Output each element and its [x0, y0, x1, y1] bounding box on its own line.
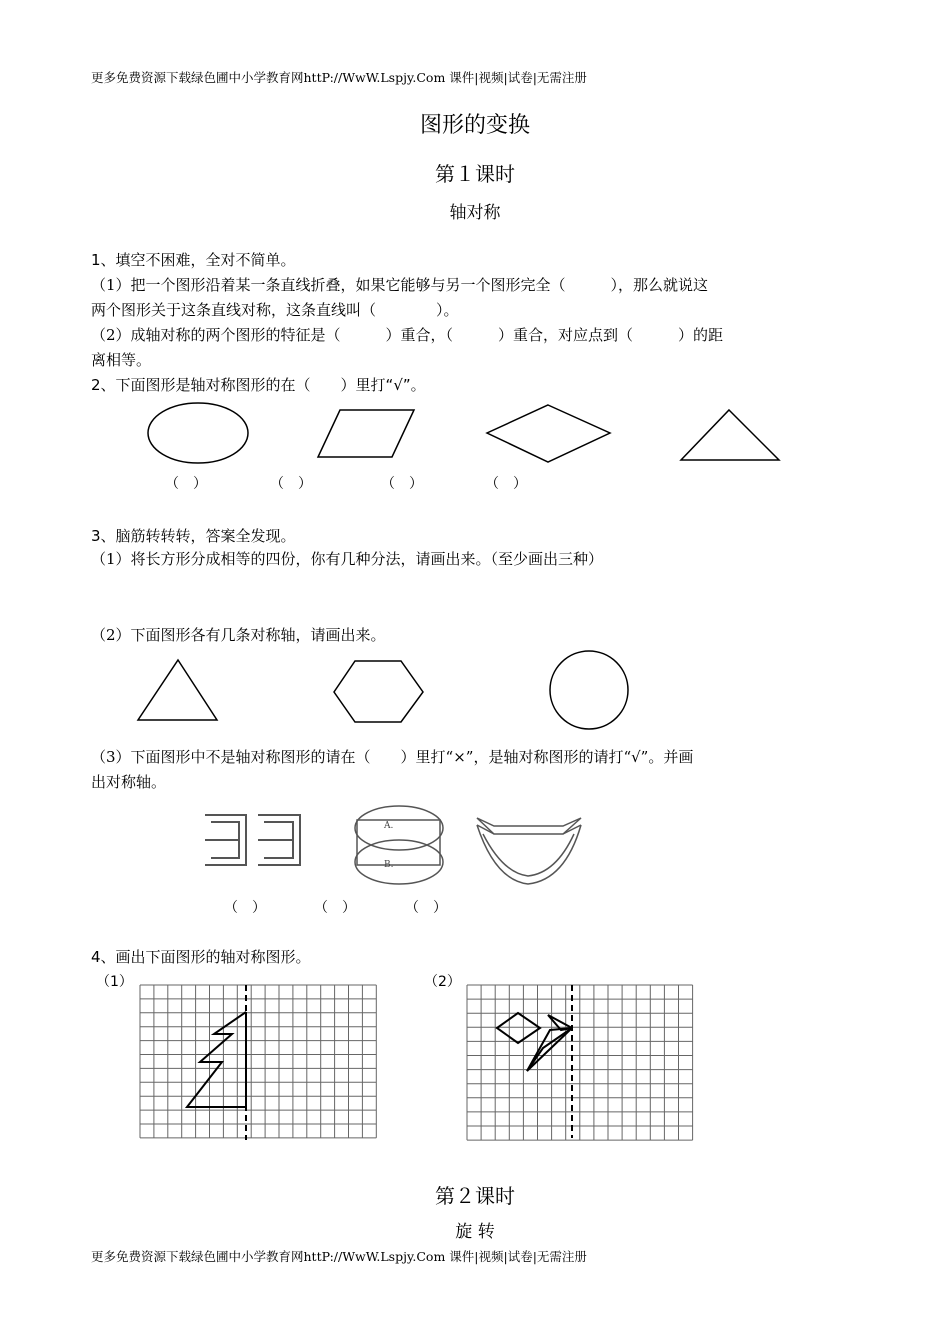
lesson2-heading: 第２课时 — [435, 1184, 515, 1208]
lesson1-heading: 第１课时 — [435, 162, 515, 186]
q3-heading: 3、脑筋转转转，答案全发现。 — [91, 527, 296, 545]
q2-heading: 2、下面图形是轴对称图形的在（ ）里打“√”。 — [91, 376, 426, 394]
q3-part3-line1: （3）下面图形中不是轴对称图形的请在（ ）里打“×”，是轴对称图形的请打“√”。并画 — [91, 748, 694, 766]
q2-parallelogram — [318, 410, 414, 457]
q1-line4: 离相等。 — [91, 351, 152, 369]
q2-rhombus — [487, 405, 610, 462]
q3-fig-ellipses — [355, 806, 443, 884]
page-header: 更多免费资源下载绿色圃中小学教育网httP://WwW.Lspjy.Com 课件|视频|试卷|无需注册 — [91, 70, 587, 85]
q1-line1: （1）把一个图形沿着某一条直线折叠，如果它能够与另一个图形完全（ ），那么就说这 — [91, 276, 709, 294]
q4-label-1: （1） — [96, 974, 133, 990]
q4-heading: 4、画出下面图形的轴对称图形。 — [91, 948, 311, 966]
q2-paren-1[interactable]: （ ） — [165, 476, 207, 492]
q3-paren-3[interactable]: （ ） — [405, 900, 447, 916]
q2-paren-2[interactable]: （ ） — [270, 476, 312, 492]
q3-circle — [550, 651, 628, 729]
q1-heading: 1、填空不困难，全对不简单。 — [91, 251, 296, 269]
q2-triangle — [681, 410, 779, 460]
q2-paren-3[interactable]: （ ） — [381, 476, 423, 492]
lesson2-subheading: 旋 转 — [455, 1222, 495, 1242]
q3-fig-brackets — [205, 815, 300, 865]
q3-fig-boat — [477, 818, 581, 884]
q3-hexagon — [334, 661, 423, 722]
q3-part1: （1）将长方形分成相等的四份，你有几种分法，请画出来。（至少画出三种） — [91, 550, 604, 568]
q3-paren-2[interactable]: （ ） — [314, 900, 356, 916]
q2-paren-4[interactable]: （ ） — [485, 476, 527, 492]
q4-label-2: （2） — [424, 974, 461, 990]
q4-grid-2 — [467, 985, 693, 1140]
q4-leaf-shape — [497, 1013, 572, 1071]
q4-grid-1 — [140, 985, 376, 1138]
page-footer: 更多免费资源下载绿色圃中小学教育网httP://WwW.Lspjy.Com 课件|视频|试卷|无需注册 — [91, 1249, 587, 1264]
q3-triangle — [138, 660, 217, 720]
q3-part3-line2: 出对称轴。 — [91, 773, 167, 791]
lesson1-subheading: 轴对称 — [449, 203, 501, 223]
q3-paren-1[interactable]: （ ） — [224, 900, 266, 916]
q3-label-b: B. — [384, 860, 394, 870]
q3-part2: （2）下面图形各有几条对称轴，请画出来。 — [91, 626, 386, 644]
q1-line2: 两个图形关于这条直线对称，这条直线叫（ ）。 — [91, 301, 459, 319]
page-title: 图形的变换 — [419, 113, 530, 138]
q2-ellipse — [148, 403, 248, 463]
q1-line3: （2）成轴对称的两个图形的特征是（ ）重合，（ ）重合，对应点到（ ）的距 — [91, 326, 724, 344]
q3-label-a: A. — [384, 821, 394, 831]
